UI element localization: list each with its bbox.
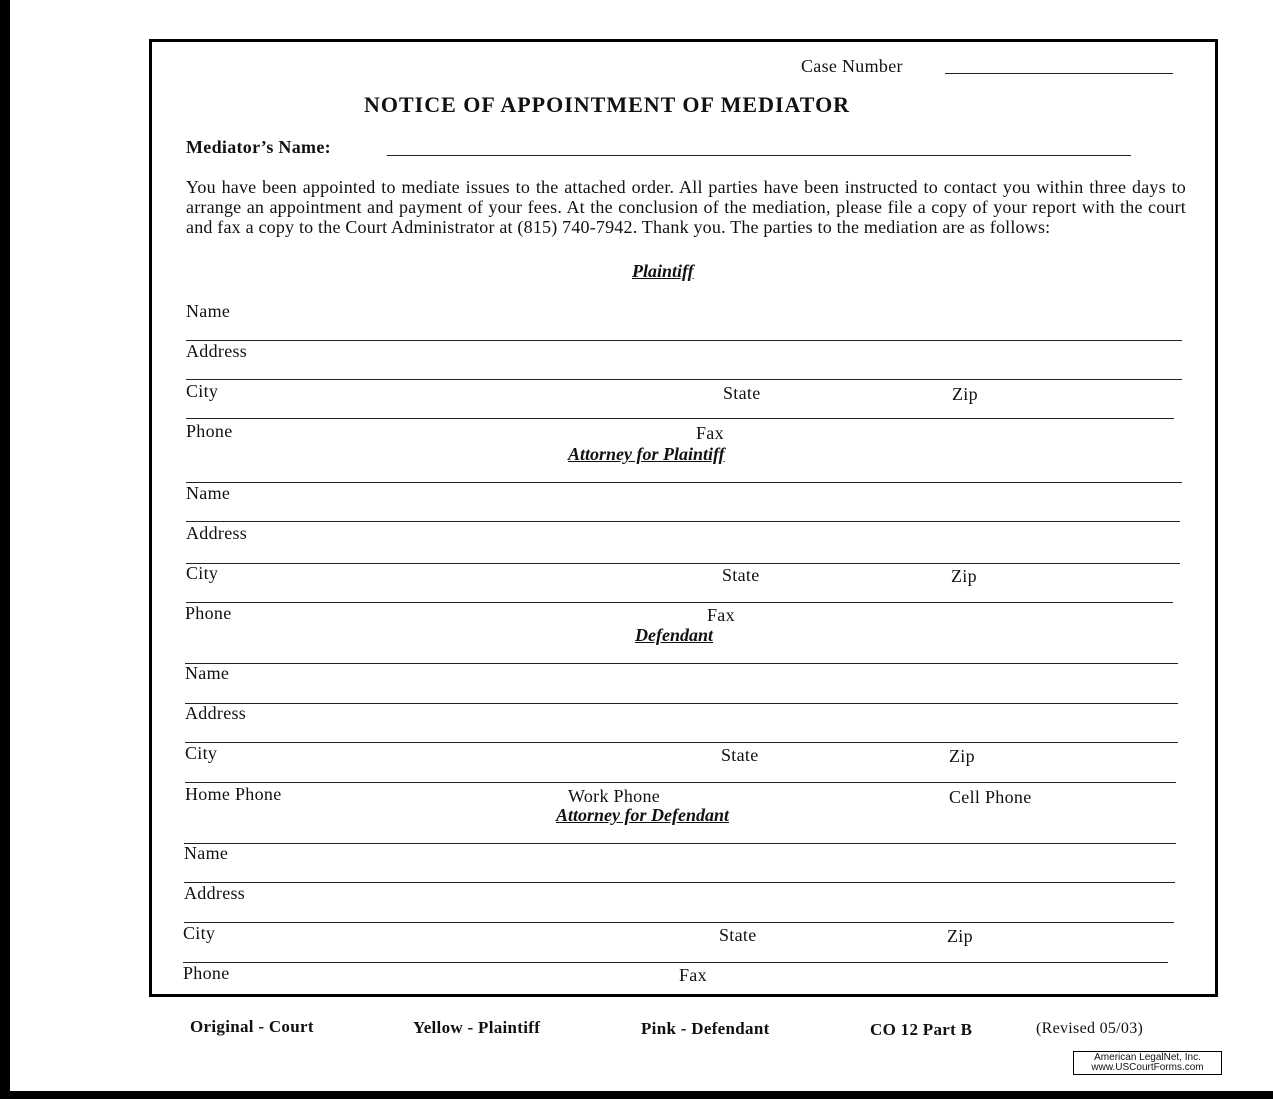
- defendant-address-label: Address: [185, 703, 247, 723]
- plaintiff-heading: Plaintiff: [632, 261, 694, 281]
- publisher-name: American LegalNet, Inc.: [1094, 1052, 1201, 1063]
- defendant-zip-label: Zip: [949, 746, 975, 766]
- mediator-name-field[interactable]: [387, 155, 1131, 156]
- attorney-plaintiff-address-label: Address: [186, 523, 248, 543]
- attorney-defendant-name-label: Name: [184, 843, 229, 863]
- attorney-defendant-city-state-zip-field[interactable]: [183, 962, 1168, 963]
- scan-edge-bottom: [0, 1091, 1273, 1099]
- attorney-plaintiff-fax-label: Fax: [707, 605, 735, 625]
- attorney-plaintiff-city-state-zip-field[interactable]: [186, 602, 1173, 603]
- defendant-cell-phone-label: Cell Phone: [949, 787, 1032, 807]
- attorney-plaintiff-phone-label: Phone: [185, 603, 232, 623]
- defendant-name-label: Name: [185, 663, 230, 683]
- footer-copy-pink: Pink - Defendant: [641, 1019, 770, 1038]
- publisher-stamp: [1073, 1051, 1222, 1075]
- plaintiff-city-label: City: [186, 381, 219, 401]
- defendant-state-label: State: [721, 745, 759, 765]
- form-title: NOTICE OF APPOINTMENT OF MEDIATOR: [364, 92, 851, 117]
- plaintiff-zip-label: Zip: [952, 384, 978, 404]
- plaintiff-phone-fax-field[interactable]: [186, 482, 1182, 483]
- defendant-heading: Defendant: [635, 625, 713, 645]
- attorney-defendant-fax-label: Fax: [679, 965, 707, 985]
- attorney-defendant-zip-label: Zip: [947, 926, 973, 946]
- footer-revised-date: (Revised 05/03): [1036, 1020, 1144, 1037]
- attorney-plaintiff-name-label: Name: [186, 483, 231, 503]
- mediator-name-label: Mediator’s Name:: [186, 137, 331, 157]
- attorney-defendant-name-field[interactable]: [184, 882, 1175, 883]
- publisher-url: www.USCourtForms.com: [1091, 1062, 1204, 1073]
- attorney-defendant-address-field[interactable]: [184, 922, 1174, 923]
- attorney-defendant-heading: Attorney for Defendant: [556, 805, 729, 825]
- plaintiff-address-field[interactable]: [186, 379, 1182, 380]
- attorney-plaintiff-address-field[interactable]: [186, 563, 1180, 564]
- attorney-plaintiff-state-label: State: [722, 565, 760, 585]
- instructions-paragraph: You have been appointed to mediate issues to the attached order. All parties have been instructed to contact you within three days to arrange an appointment and payment of your fees. At the conclusion of the mediation, please file a copy of your report with the court and fax a copy to the Court Administrator at (815) 740-7942. Thank you. The parties to the mediation are as follows:: [186, 177, 1186, 237]
- footer-copy-original: Original - Court: [190, 1017, 314, 1036]
- footer-copy-yellow: Yellow - Plaintiff: [413, 1018, 541, 1037]
- case-number-field[interactable]: [945, 73, 1173, 74]
- attorney-plaintiff-zip-label: Zip: [951, 566, 977, 586]
- scan-edge-left: [0, 0, 10, 1099]
- attorney-plaintiff-city-label: City: [186, 563, 219, 583]
- defendant-phones-field[interactable]: [184, 843, 1176, 844]
- plaintiff-name-label: Name: [186, 301, 231, 321]
- attorney-plaintiff-name-field[interactable]: [186, 521, 1180, 522]
- plaintiff-address-label: Address: [186, 341, 248, 361]
- attorney-plaintiff-heading: Attorney for Plaintiff: [568, 444, 725, 464]
- attorney-defendant-city-label: City: [183, 923, 216, 943]
- attorney-defendant-address-label: Address: [184, 883, 246, 903]
- plaintiff-city-state-zip-field[interactable]: [186, 418, 1174, 419]
- attorney-defendant-phone-label: Phone: [183, 963, 230, 983]
- defendant-name-field[interactable]: [185, 703, 1178, 704]
- defendant-work-phone-label: Work Phone: [568, 786, 661, 806]
- footer-form-id: CO 12 Part B: [870, 1020, 973, 1039]
- attorney-defendant-state-label: State: [719, 925, 757, 945]
- plaintiff-state-label: State: [723, 383, 761, 403]
- plaintiff-name-field[interactable]: [186, 340, 1182, 341]
- case-number-label: Case Number: [801, 56, 903, 76]
- plaintiff-phone-label: Phone: [186, 421, 233, 441]
- defendant-city-state-zip-field[interactable]: [185, 782, 1176, 783]
- defendant-home-phone-label: Home Phone: [185, 784, 282, 804]
- plaintiff-fax-label: Fax: [696, 423, 724, 443]
- defendant-city-label: City: [185, 743, 218, 763]
- attorney-plaintiff-phone-fax-field[interactable]: [185, 663, 1178, 664]
- defendant-address-field[interactable]: [185, 742, 1178, 743]
